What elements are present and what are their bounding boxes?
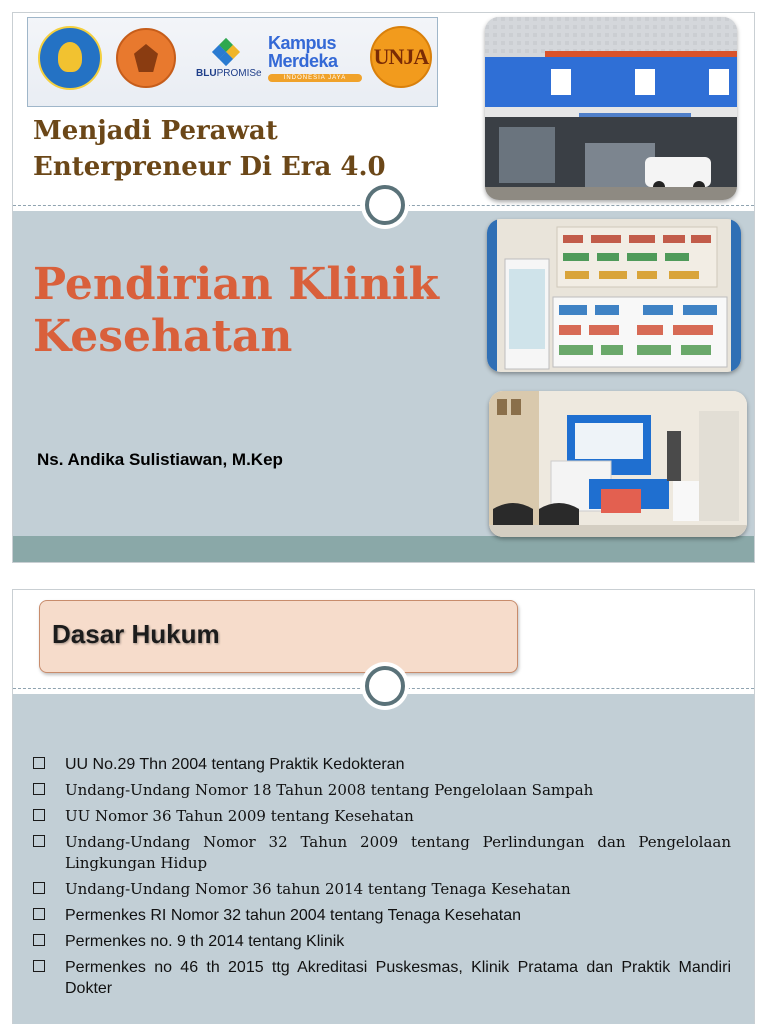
- unja-logo-text: UNJA: [373, 44, 429, 69]
- list-item: [31, 780, 731, 801]
- heading-box: [39, 600, 518, 673]
- university-emblem-icon: [116, 28, 176, 88]
- blu-label: BLU: [196, 68, 217, 79]
- slide-title-text: Pendirian Klinik Kesehatan: [33, 259, 439, 362]
- slide-heading: Dasar Hukum: [52, 619, 220, 649]
- list-item-text: UU No.29 Thn 2004 tentang Praktik Kedokteran: [65, 756, 405, 773]
- kampus-line2: Merdeka: [268, 51, 338, 71]
- slide-legal-basis: [12, 589, 755, 1024]
- unja-logo: [370, 26, 432, 88]
- list-item: [31, 879, 731, 900]
- kampus-merdeka-logo: [268, 34, 362, 92]
- clinic-building-illustration: [485, 17, 737, 200]
- logo-strip: [27, 17, 438, 107]
- clinic-building-photo: [485, 17, 737, 200]
- clinic-reception-illustration: [489, 391, 747, 537]
- kampus-line1: Kampus: [268, 33, 337, 53]
- list-item-text: Permenkes RI Nomor 32 tahun 2004 tentang Tenaga Kesehatan: [65, 907, 522, 924]
- checkbox-bullet-icon: [33, 757, 45, 769]
- list-item: [31, 905, 731, 926]
- list-item-text: Permenkes no 46 th 2015 ttg Akreditasi Puskesmas, Klinik Pratama dan Praktik Mandiri Dokter: [65, 959, 731, 997]
- slide-title: [12, 12, 755, 563]
- blu-mark-icon: [214, 40, 238, 64]
- list-item-text: Permenkes no. 9 th 2014 tentang Klinik: [65, 933, 345, 950]
- checkbox-bullet-icon: [33, 835, 45, 847]
- list-item-text: UU Nomor 36 Tahun 2009 tentang Kesehatan: [65, 807, 414, 825]
- circle-marker-icon: [365, 185, 405, 225]
- pharmacy-shelves-photo: [487, 219, 741, 372]
- list-item: [31, 832, 731, 874]
- list-item: [31, 931, 731, 952]
- checkbox-bullet-icon: [33, 783, 45, 795]
- checkbox-bullet-icon: [33, 960, 45, 972]
- kampus-tagline: INDONESIA JAYA: [268, 74, 362, 82]
- clinic-reception-photo: [489, 391, 747, 537]
- slide-footer-bar: [13, 536, 754, 563]
- pharmacy-shelves-illustration: [487, 219, 741, 372]
- blu-promise-logo: [196, 40, 262, 86]
- author-name: Ns. Andika Sulistiawan, M.Kep: [37, 450, 283, 469]
- list-item: [31, 957, 731, 999]
- list-item: [31, 806, 731, 827]
- list-item-text: Undang-Undang Nomor 18 Tahun 2008 tentang Pengelolaan Sampah: [65, 781, 594, 799]
- slide-subtitle: Menjadi Perawat Enterpreneur Di Era 4.0: [33, 116, 386, 182]
- legal-basis-list: [31, 754, 731, 1004]
- checkbox-bullet-icon: [33, 809, 45, 821]
- list-item: [31, 754, 731, 775]
- checkbox-bullet-icon: [33, 908, 45, 920]
- tut-wuri-handayani-logo-icon: [38, 26, 102, 90]
- list-item-text: Undang-Undang Nomor 36 tahun 2014 tentang Tenaga Kesehatan: [65, 880, 571, 898]
- list-item-text: Undang-Undang Nomor 32 Tahun 2009 tentang Perlindungan dan Pengelolaan Lingkungan Hidup: [65, 833, 731, 872]
- blu-sub-label: PROMISe: [216, 68, 262, 79]
- checkbox-bullet-icon: [33, 934, 45, 946]
- circle-marker-icon: [365, 666, 405, 706]
- checkbox-bullet-icon: [33, 882, 45, 894]
